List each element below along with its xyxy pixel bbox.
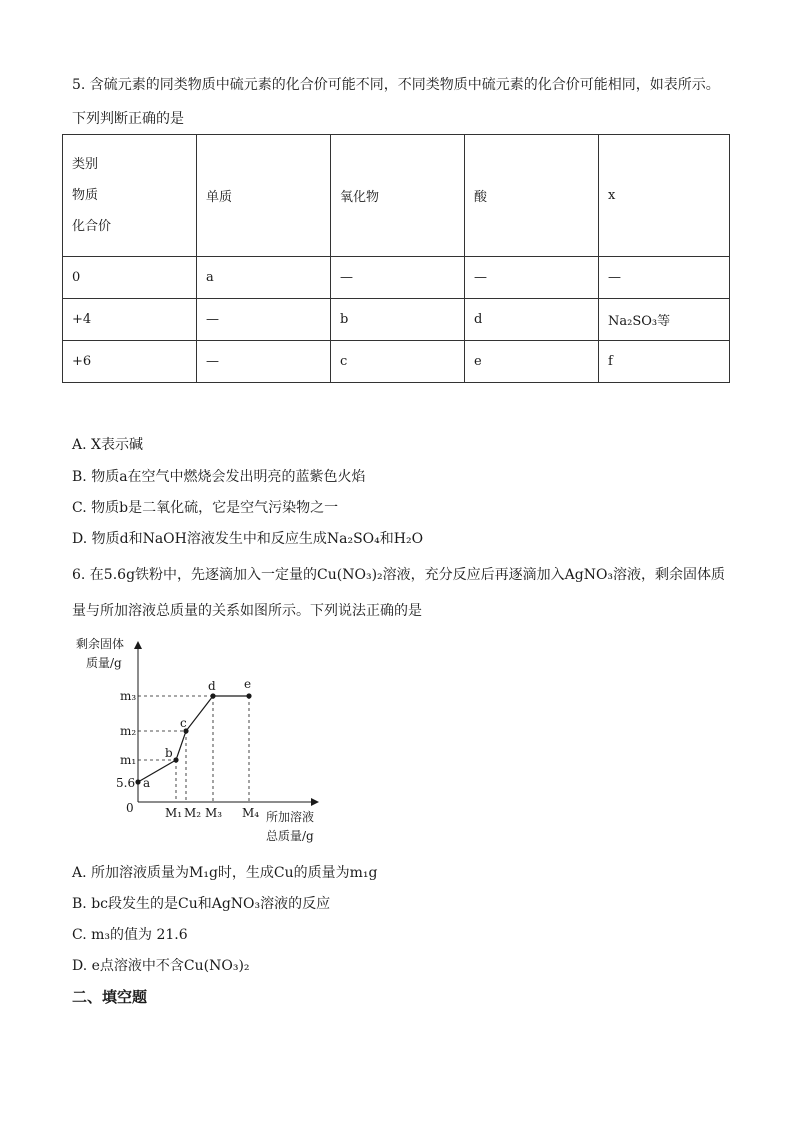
table-cell: f [599, 341, 730, 383]
table-cell-valence: +6 [63, 341, 197, 383]
y-tick-m1: m₁ [120, 753, 137, 767]
point-e [246, 693, 251, 698]
q6-option-c: C. m₃的值为 21.6 [72, 927, 188, 943]
y-tick-m2: m₂ [120, 724, 137, 738]
x-tick-M4: M₄ [242, 806, 260, 820]
header-category-label: 类别 [72, 157, 99, 172]
x-tick-M3: M₃ [205, 806, 223, 820]
table-cell: b [331, 299, 465, 341]
q6-option-d: D. e点溶液中不含Cu(NO₃)₂ [72, 958, 250, 974]
guide-lines [138, 696, 249, 802]
table-header-cell: 氧化物 [331, 135, 465, 257]
q5-option-b: B. 物质a在空气中燃烧会发出明亮的蓝紫色火焰 [72, 469, 366, 485]
table-header-cell: 酸 [465, 135, 599, 257]
mass-chart [70, 630, 340, 850]
table-header-row [63, 135, 730, 257]
q6-stem-line1: 6. 在5.6g铁粉中，先逐滴加入一定量的Cu(NO₃)₂溶液，充分反应后再逐滴加入AgNO₃溶液，剩余固体质 [72, 567, 726, 583]
x-tick-M2: M₂ [184, 806, 202, 820]
section-title: 二、填空题 [72, 988, 148, 1006]
point-label-d: d [208, 679, 216, 693]
point-label-c: c [180, 716, 187, 730]
header-valence-label: 化合价 [72, 219, 112, 234]
table-cell-valence: +4 [63, 299, 197, 341]
header-substance-label: 物质 [72, 188, 99, 203]
q6-option-b: B. bc段发生的是Cu和AgNO₃溶液的反应 [72, 896, 331, 912]
q5-option-a: A. X表示碱 [72, 437, 143, 453]
y-tick-m3: m₃ [120, 689, 137, 703]
table-cell: c [331, 341, 465, 383]
table-cell: d [465, 299, 599, 341]
point-a [135, 779, 140, 784]
table-cell: e [465, 341, 599, 383]
q6-option-a: A. 所加溶液质量为M₁g时，生成Cu的质量为m₁g [72, 865, 378, 881]
table-header-cell: 单质 [197, 135, 331, 257]
point-label-e: e [244, 677, 252, 691]
x-axis-label-line1: 所加溶液 [266, 810, 315, 824]
table-cell: — [599, 257, 730, 299]
table-cell: a [197, 257, 331, 299]
q5-stem-line2: 下列判断正确的是 [72, 111, 184, 127]
point-b [173, 757, 178, 762]
table-cell-valence: 0 [63, 257, 197, 299]
table-cell: — [197, 299, 331, 341]
table-cell: Na₂SO₃等 [599, 299, 730, 341]
origin-label: 0 [126, 801, 134, 815]
table-cell: — [197, 341, 331, 383]
table-row [63, 257, 730, 299]
table-header-cell: x [599, 135, 730, 257]
point-label-a: a [143, 776, 151, 790]
point-d [210, 693, 215, 698]
q5-option-d: D. 物质d和NaOH溶液发生中和反应生成Na₂SO₄和H₂O [72, 531, 424, 547]
y-tick-5-6: 5.6 [116, 776, 136, 790]
y-axis-label-line1: 剩余固体 [76, 637, 125, 651]
q5-stem-line1: 5. 含硫元素的同类物质中硫元素的化合价可能不同，不同类物质中硫元素的化合价可能相同，如表所示。 [72, 77, 720, 93]
x-tick-M1: M₁ [165, 806, 183, 820]
y-axis-label-line2: 质量/g [86, 656, 122, 670]
table-header-diagonal-cell [63, 135, 197, 257]
point-label-b: b [165, 746, 173, 760]
table-row [63, 341, 730, 383]
valence-table [62, 134, 730, 383]
table-cell: — [331, 257, 465, 299]
q6-stem-line2: 量与所加溶液总质量的关系如图所示。下列说法正确的是 [72, 603, 422, 619]
table-cell: — [465, 257, 599, 299]
x-axis-label-line2: 总质量/g [266, 829, 314, 843]
table-row [63, 299, 730, 341]
mass-curve [138, 696, 249, 782]
q5-option-c: C. 物质b是二氧化硫，它是空气污染物之一 [72, 500, 339, 516]
